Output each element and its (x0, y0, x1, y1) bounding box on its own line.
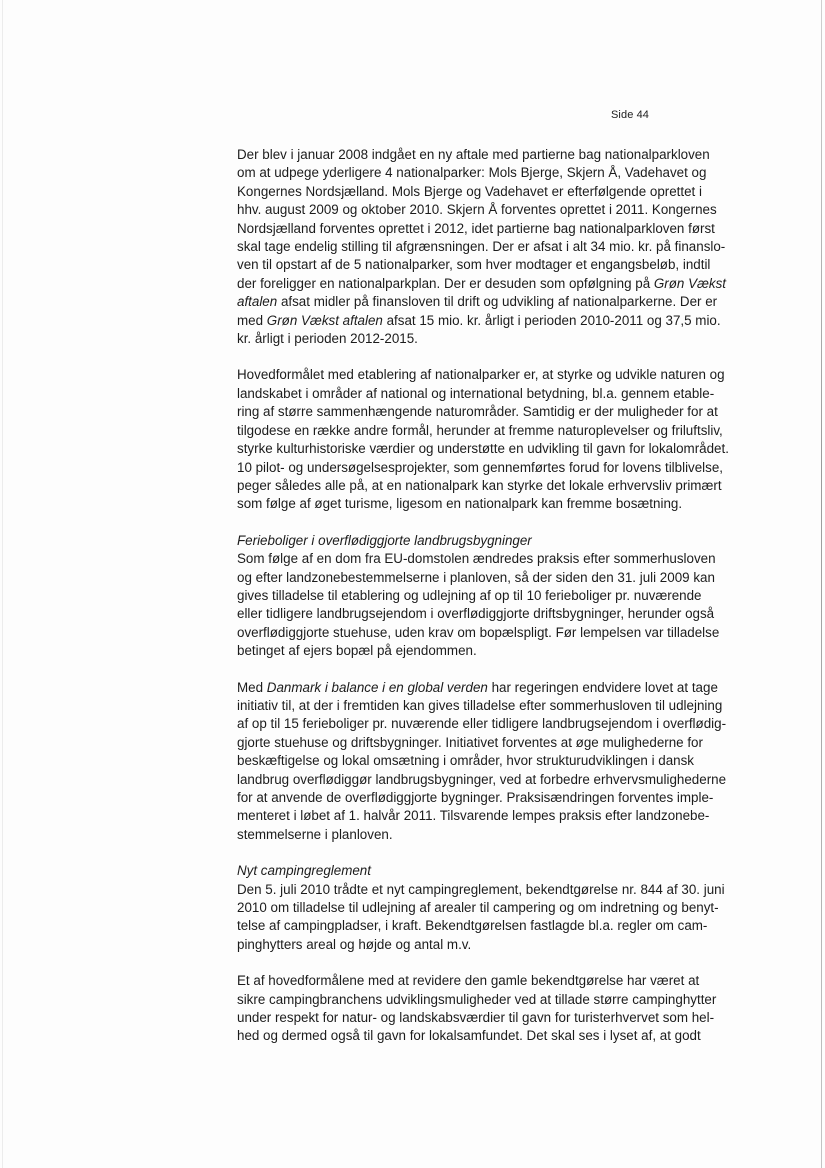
text-line: 10 pilot- og undersøgelsesprojekter, som gennemførtes forud for lovens tilblivelse, (237, 459, 724, 475)
paragraph-denmark-balance (237, 679, 757, 845)
page-number: Side 44 (611, 109, 650, 121)
text-line: overflødiggjorte stuehuse, uden krav om bopælspligt. Før lempelsen var tilladelse (237, 624, 720, 640)
text-line: Med Danmark i balance i en global verden har regeringen endvidere lovet at tage (237, 679, 718, 695)
text-line: landskabet i områder af national og international betydning, bl.a. gennem etable- (237, 385, 715, 401)
text-line: eller tidligere landbrugsejendom i overflødiggjorte driftsbygninger, herunder også (237, 606, 715, 622)
text-line: pinghytters areal og højde og antal m.v. (237, 936, 472, 952)
text-line: Som følge af en dom fra EU-domstolen ændredes praksis efter sommerhusloven (237, 551, 716, 567)
text-line: initiativ til, at der i fremtiden kan gives tilladelse efter sommerhusloven til udlejning (237, 697, 723, 713)
italic-title: Grøn Vækst (653, 275, 727, 291)
text-line: under respekt for natur- og landskabsværdier til gavn for turisterhvervet som hel- (237, 1010, 715, 1026)
text-line: Hovedformålet med etablering af nationalparker er, at styrke og udvikle naturen og (237, 367, 725, 383)
text-line: med Grøn Vækst aftalen afsat 15 mio. kr. årligt i perioden 2010-2011 og 37,5 mio. (237, 312, 721, 328)
text-line: hhv. august 2009 og oktober 2010. Skjern Å forventes oprettet i 2011. Kongernes (237, 202, 717, 218)
text-line: ring af større sammenhængende naturområder. Samtidig er der muligheder for at (237, 404, 718, 420)
scan-edge (2, 0, 3, 1168)
text-line: telse af campingpladser, i kraft. Bekendtgørelsen fastlagde bl.a. regler om cam- (237, 918, 708, 934)
text-line: om at udpege yderligere 4 nationalparker: Mols Bjerge, Skjern Å, Vadehavet og (237, 165, 707, 181)
section-camping-regulation (237, 862, 757, 954)
text-line: for at anvende de overflødiggjorte bygninger. Praksisændringen forventes imple- (237, 790, 714, 805)
text-line: peger således alle på, at en nationalpark kan styrke det lokale erhvervsliv primært (237, 477, 722, 493)
scan-edge (821, 0, 822, 1168)
text-line: skal tage endelig stilling til afgrænsningen. Der er afsat i alt 34 mio. kr. på finanslo- (237, 239, 726, 255)
text-line: og efter landzonebestemmelserne i planloven, så der siden den 31. juli 2009 kan (237, 569, 715, 585)
text-line: Der blev i januar 2008 indgået en ny aftale med partierne bag nationalparkloven (237, 147, 710, 162)
paragraph-gap (237, 954, 757, 972)
text-line: kr. årligt i perioden 2012-2015. (237, 331, 418, 347)
paragraph-gap (237, 514, 757, 532)
text-line: stemmelserne i planloven. (237, 826, 393, 842)
document-body (237, 146, 757, 1046)
text-line: som følge af øget turisme, ligesom en nationalpark kan fremme bosætning. (237, 496, 683, 512)
text-line: sikre campingbranchens udviklingsmuligheder ved at tillade større campinghytter (237, 991, 717, 1007)
text-line: aftalen afsat midler på finansloven til drift og udvikling af nationalparkerne. Der er (237, 294, 718, 310)
section-heading: Nyt campingreglement (237, 863, 371, 879)
text-line: gjorte stuehuse og driftsbygninger. Initiativet forventes at øge mulighederne for (237, 734, 703, 750)
text-line: 2010 om tilladelse til udlejning af arealer til campering og om indretning og benyt- (237, 900, 719, 916)
paragraph-gap (237, 661, 757, 679)
text-line: Et af hovedformålene med at revidere den gamle bekendtgørelse har været at (237, 973, 700, 989)
paragraph-gap (237, 348, 757, 366)
text-line: Den 5. juli 2010 trådte et nyt campingreglement, bekendtgørelse nr. 844 af 30. juni (237, 881, 725, 897)
italic-title: Grøn Vækst aftalen (266, 312, 383, 328)
text-line: Kongernes Nordsjælland. Mols Bjerge og Vadehavet er efterfølgende oprettet i (237, 183, 702, 199)
paragraph-revision-purpose (237, 972, 757, 1046)
text-line: Nordsjælland forventes oprettet i 2012, idet partierne bag nationalparkloven først (237, 220, 715, 236)
italic-title: aftalen (237, 294, 278, 310)
paragraph-national-parks (237, 146, 757, 348)
text-line: der foreligger en nationalparkplan. Der er desuden som opfølgning på Grøn Vækst (237, 275, 727, 291)
text-line: tilgodese en række andre formål, herunder at fremme naturoplevelser og friluftsliv, (237, 422, 723, 438)
section-heading: Ferieboliger i overflødiggjorte landbrugsbygninger (237, 532, 532, 548)
text-line: styrke kulturhistoriske værdier og understøtte en udvikling til gavn for lokalområdet. (237, 441, 729, 457)
section-holiday-homes (237, 532, 757, 661)
text-line: gives tilladelse til etablering og udlejning af op til 10 ferieboliger pr. nuværende (237, 587, 702, 603)
text-line: landbrug overflødiggør landbrugsbygninger, ved at forbedre erhvervsmulighederne (237, 771, 727, 787)
text-line: menteret i løbet af 1. halvår 2011. Tilsvarende lempes praksis efter landzonebe- (237, 808, 710, 824)
text-line: af op til 15 ferieboliger pr. nuværende eller tidligere landbrugsejendom i overflødig- (237, 716, 727, 732)
text-line: betinget af ejers bopæl på ejendommen. (237, 643, 477, 659)
paragraph-gap (237, 844, 757, 862)
text-line: hed og dermed også til gavn for lokalsamfundet. Det skal ses i lyset af, at godt (237, 1028, 701, 1044)
text-line: ven til opstart af de 5 nationalparker, som hver modtager et engangsbeløb, indtil (237, 257, 711, 273)
paragraph-main-purpose (237, 366, 757, 513)
text-line: beskæftigelse og lokal omsætning i områder, hvor strukturudviklingen i dansk (237, 753, 694, 769)
italic-title: Danmark i balance i en global verden (266, 679, 488, 695)
